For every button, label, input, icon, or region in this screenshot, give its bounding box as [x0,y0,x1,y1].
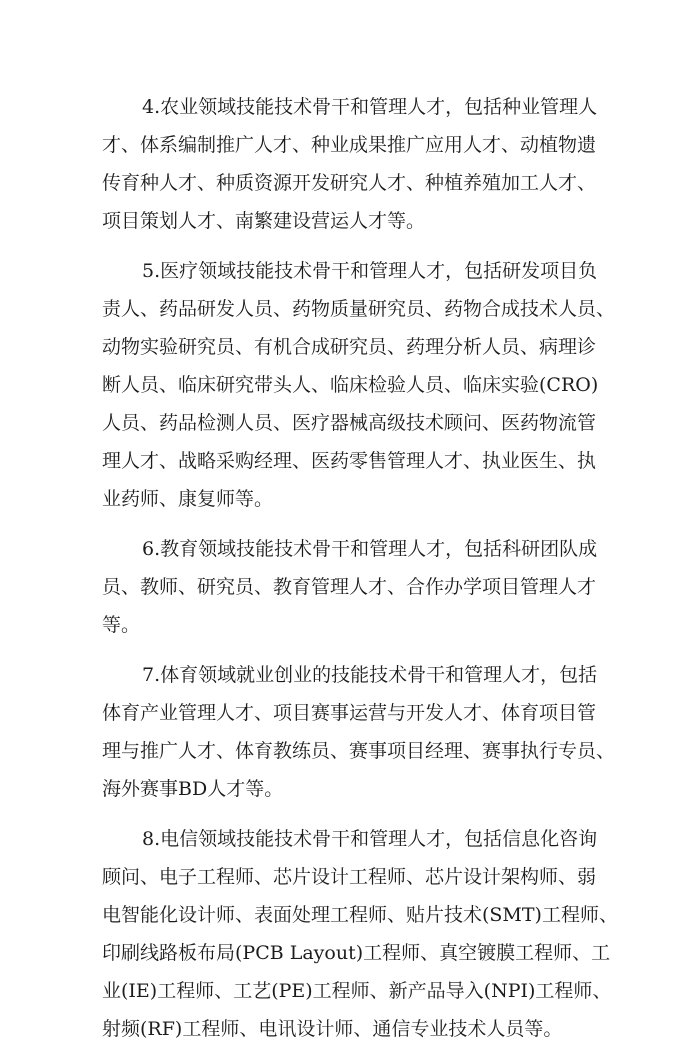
paragraph-line: 5.医疗领域技能技术骨干和管理人才，包括研发项目负 [142,260,598,282]
paragraph-line: 体育产业管理人才、项目赛事运营与开发人才、体育项目管 [102,702,597,724]
paragraph-line: 断人员、临床研究带头人、临床检验人员、临床实验(CRO) [102,374,599,396]
paragraph-telecom [102,820,618,1048]
paragraph-sports [102,656,616,808]
paragraph-agriculture [102,88,602,240]
paragraph-line: 业(IE)工程师、工艺(PE)工程师、新产品导入(NPI)工程师、 [102,980,612,1002]
paragraph-line: 印刷线路板布局(PCB Layout)工程师、真空镀膜工程师、工 [102,942,611,964]
document-body [102,88,618,1060]
paragraph-line: 射频(RF)工程师、电讯设计师、通信专业技术人员等。 [102,1018,563,1040]
paragraph-line: 6.教育领域技能技术骨干和管理人才，包括科研团队成 [142,538,598,560]
paragraph-line: 4.农业领域技能技术骨干和管理人才，包括种业管理人 [142,96,598,118]
paragraph-line: 员、教师、研究员、教育管理人才、合作办学项目管理人才 [102,576,597,598]
paragraph-line: 海外赛事BD人才等。 [102,778,284,800]
paragraph-medical [102,252,616,518]
paragraph-line: 项目策划人才、南繁建设营运人才等。 [102,210,426,232]
paragraph-line: 人员、药品检测人员、医疗器械高级技术顾问、医药物流管 [102,412,597,434]
paragraph-line: 责人、药品研发人员、药物质量研究员、药物合成技术人员、 [102,298,616,320]
paragraph-line: 理与推广人才、体育教练员、赛事项目经理、赛事执行专员、 [102,740,616,762]
paragraph-line: 理人才、战略采购经理、医药零售管理人才、执业医生、执 [102,450,597,472]
paragraph-line: 顾问、电子工程师、芯片设计工程师、芯片设计架构师、弱 [102,866,597,888]
paragraph-line: 动物实验研究员、有机合成研究员、药理分析人员、病理诊 [102,336,597,358]
paragraph-line: 电智能化设计师、表面处理工程师、贴片技术(SMT)工程师、 [102,904,618,926]
paragraph-line: 等。 [102,614,141,636]
paragraph-line: 才、体系编制推广人才、种业成果推广应用人才、动植物遗 [102,134,597,156]
paragraph-line: 7.体育领域就业创业的技能技术骨干和管理人才，包括 [142,664,598,686]
paragraph-education [102,530,602,644]
paragraph-line: 8.电信领域技能技术骨干和管理人才，包括信息化咨询 [142,828,598,850]
paragraph-line: 业药师、康复师等。 [102,488,274,510]
paragraph-line: 传育种人才、种质资源开发研究人才、种植养殖加工人才、 [102,172,597,194]
